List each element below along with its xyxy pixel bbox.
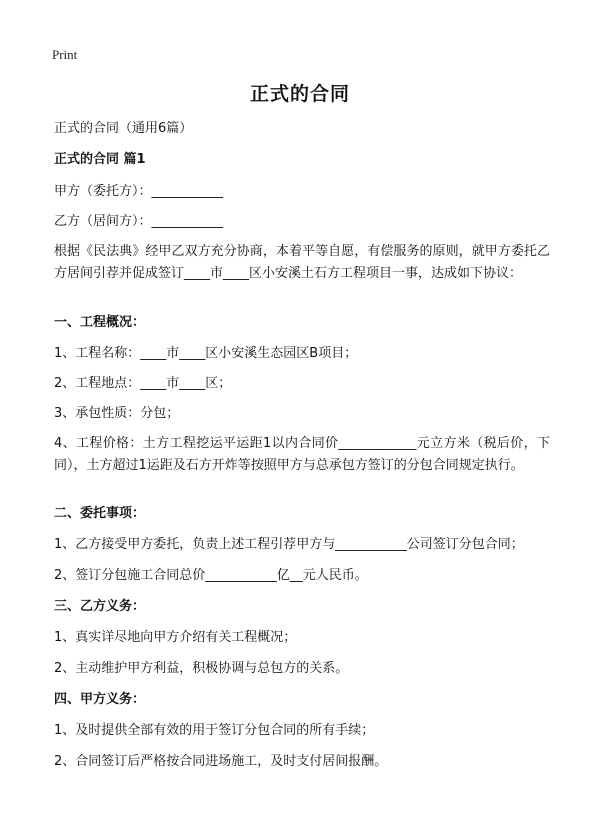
list-item: 2、主动维护甲方利益，积极协调与总包方的关系。 [54, 661, 349, 676]
section-heading-2: 二、委托事项： [54, 506, 146, 521]
list-item: 2、签订分包施工合同总价___________亿__元人民币。 [54, 568, 368, 583]
list-item: 1、工程名称：____市____区小安溪生态园区B项目； [54, 346, 358, 361]
list-item: 3、承包性质：分包； [54, 406, 180, 421]
list-item: 2、合同签订后严格按合同进场施工，及时支付居间报酬。 [54, 754, 388, 769]
list-item: 1、及时提供全部有效的用于签订分包合同的所有手续； [54, 723, 375, 738]
chapter-heading: 正式的合同 篇1 [54, 152, 146, 167]
party-a-line: 甲方（委托方）：___________ [54, 184, 224, 199]
document-title: 正式的合同 [249, 83, 350, 105]
list-item: 2、工程地点：____市____区； [54, 376, 232, 391]
list-item: 1、乙方接受甲方委托，负责上述工程引荐甲方与___________公司签订分包合同； [54, 537, 524, 552]
section-heading-1: 一、工程概况： [54, 315, 146, 330]
list-item: 4、工程价格：土方工程挖运平运距1以内合同价____________元立方米（税后价，下同），土方超过1运距及石方开炸等按照甲方与总承包方签订的分包合同规定执行。 [54, 436, 550, 473]
section-heading-3: 三、乙方义务： [54, 599, 146, 614]
section-heading-4: 四、甲方义务： [54, 692, 146, 707]
list-item: 1、真实详尽地向甲方介绍有关工程概况； [54, 630, 297, 645]
print-link[interactable]: Print [52, 47, 78, 62]
document-subtitle: 正式的合同（通用6篇） [54, 121, 193, 136]
party-b-line: 乙方（居间方）：___________ [54, 214, 224, 229]
intro-paragraph: 根据《民法典》经甲乙双方充分协商，本着平等自愿，有偿服务的原则，就甲方委托乙方居间引荐并促成签订____市____区小安溪土石方工程项目一事，达成如下协议： [54, 244, 550, 281]
